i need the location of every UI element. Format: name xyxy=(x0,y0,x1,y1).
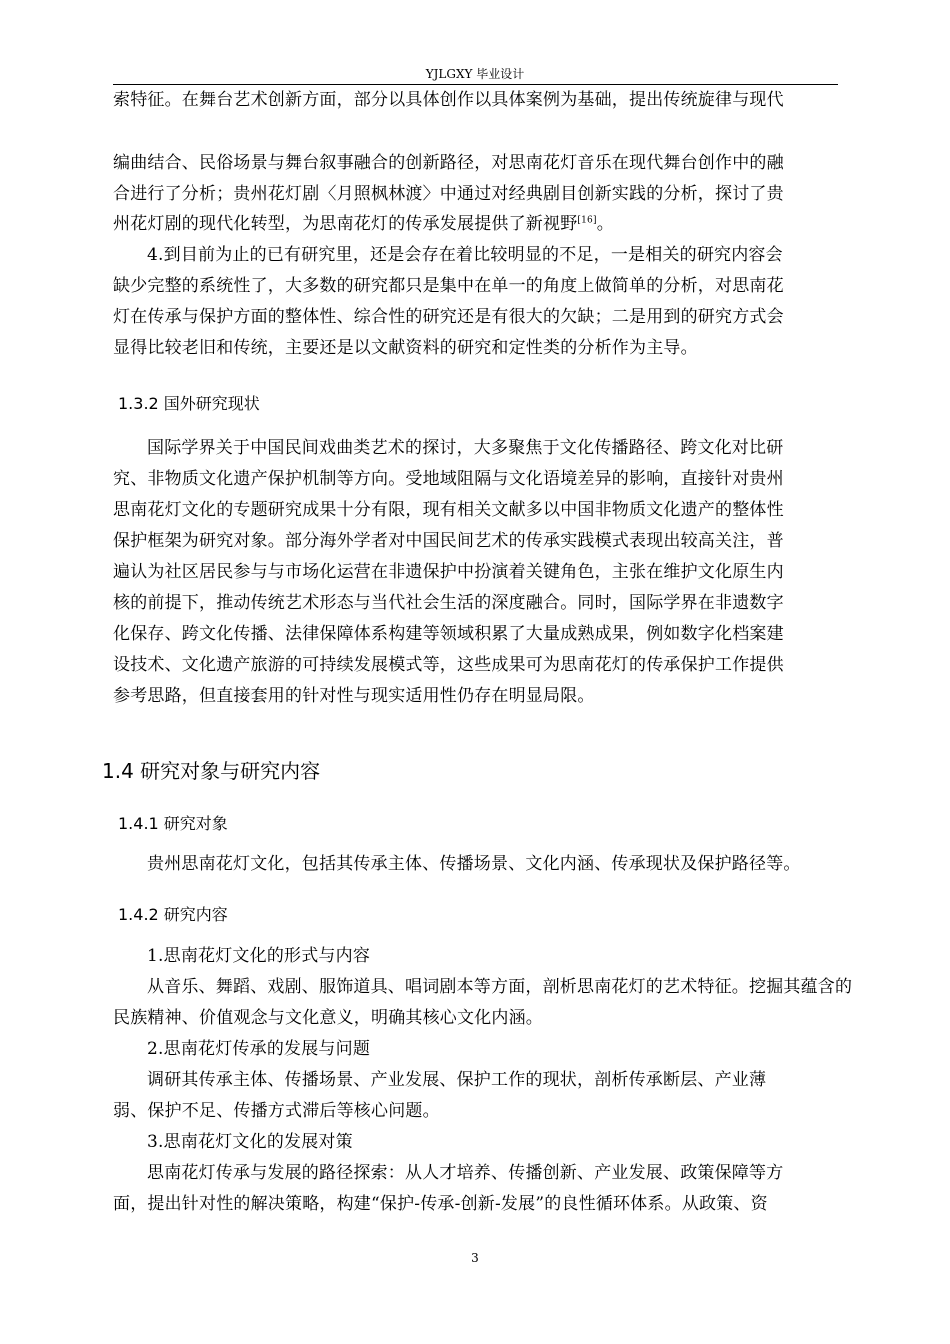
text-line: 弱、保护不足、传播方式滞后等核心问题。 xyxy=(113,1101,440,1121)
header-rule xyxy=(113,84,838,85)
section-heading: 1.3.2 国外研究现状 xyxy=(118,394,260,413)
page-number: 3 xyxy=(471,1251,479,1265)
text-line: 合进行了分析；贵州花灯剧〈月照枫林渡〉中通过对经典剧目创新实践的分析，探讨了贵 xyxy=(113,184,784,204)
text-line: 化保存、跨文化传播、法律保障体系构建等领域积累了大量成熟成果，例如数字化档案建 xyxy=(113,624,784,644)
text-line: 究、非物质文化遗产保护机制等方向。受地域阻隔与文化语境差异的影响，直接针对贵州 xyxy=(113,469,784,489)
text-line: 设技术、文化遗产旅游的可持续发展模式等，这些成果可为思南花灯的传承保护工作提供 xyxy=(113,655,784,675)
text-line: 核的前提下，推动传统艺术形态与当代社会生活的深度融合。同时，国际学界在非遗数字 xyxy=(113,593,784,613)
text-line: 调研其传承主体、传播场景、产业发展、保护工作的现状，剖析传承断层、产业薄 xyxy=(147,1070,767,1090)
list-item-title: 3.思南花灯文化的发展对策 xyxy=(147,1132,353,1152)
section-heading: 1.4.2 研究内容 xyxy=(118,905,228,924)
list-item-title: 1.思南花灯文化的形式与内容 xyxy=(147,946,371,966)
text-line: 面，提出针对性的解决策略，构建“保护-传承-创新-发展”的良性循环体系。从政策、资 xyxy=(113,1194,768,1214)
text-line: 缺少完整的系统性了，大多数的研究都只是集中在单一的角度上做简单的分析，对思南花 xyxy=(113,276,784,296)
text-line: 参考思路，但直接套用的针对性与现实适用性仍存在明显局限。 xyxy=(113,686,595,706)
text-line: 从音乐、舞蹈、戏剧、服饰道具、唱词剧本等方面，剖析思南花灯的艺术特征。挖掘其蕴含的 xyxy=(147,977,853,997)
text-line: 编曲结合、民俗场景与舞台叙事融合的创新路径，对思南花灯音乐在现代舞台创作中的融 xyxy=(113,153,784,173)
section-heading: 1.4.1 研究对象 xyxy=(118,814,228,833)
text-segment: 。 xyxy=(596,214,614,234)
text-line: 灯在传承与保护方面的整体性、综合性的研究还是有很大的欠缺；二是用到的研究方式会 xyxy=(113,307,784,327)
text-line: 显得比较老旧和传统，主要还是以文献资料的研究和定性类的分析作为主导。 xyxy=(113,338,698,358)
text-line: 贵州思南花灯文化，包括其传承主体、传播场景、文化内涵、传承现状及保护路径等。 xyxy=(147,854,801,874)
text-line: 保护框架为研究对象。部分海外学者对中国民间艺术的传承实践模式表现出较高关注，普 xyxy=(113,531,784,551)
text-line: 国际学界关于中国民间戏曲类艺术的探讨，大多聚焦于文化传播路径、跨文化对比研 xyxy=(147,438,784,458)
list-item-title: 2.思南花灯传承的发展与问题 xyxy=(147,1039,371,1059)
text-line: 思南花灯文化的专题研究成果十分有限，现有相关文献多以中国非物质文化遗产的整体性 xyxy=(113,500,784,520)
text-line xyxy=(113,211,873,237)
text-segment: 州花灯剧的现代化转型，为思南花灯的传承发展提供了新视野 xyxy=(113,214,578,234)
citation-ref: [16] xyxy=(577,215,597,226)
text-line: 索特征。在舞台艺术创新方面，部分以具体创作以具体案例为基础，提出传统旋律与现代 xyxy=(113,90,784,110)
text-line: 民族精神、价值观念与文化意义，明确其核心文化内涵。 xyxy=(113,1008,543,1028)
text-line: 4.到目前为止的已有研究里，还是会存在着比较明显的不足，一是相关的研究内容会 xyxy=(147,245,783,265)
chapter-heading: 1.4 研究对象与研究内容 xyxy=(102,759,321,783)
text-line: 思南花灯传承与发展的路径探索：从人才培养、传播创新、产业发展、政策保障等方 xyxy=(147,1163,784,1183)
text-line: 遍认为社区居民参与与市场化运营在非遗保护中扮演着关键角色，主张在维护文化原生内 xyxy=(113,562,784,582)
page-header: YJLGXY 毕业设计 xyxy=(425,67,525,81)
